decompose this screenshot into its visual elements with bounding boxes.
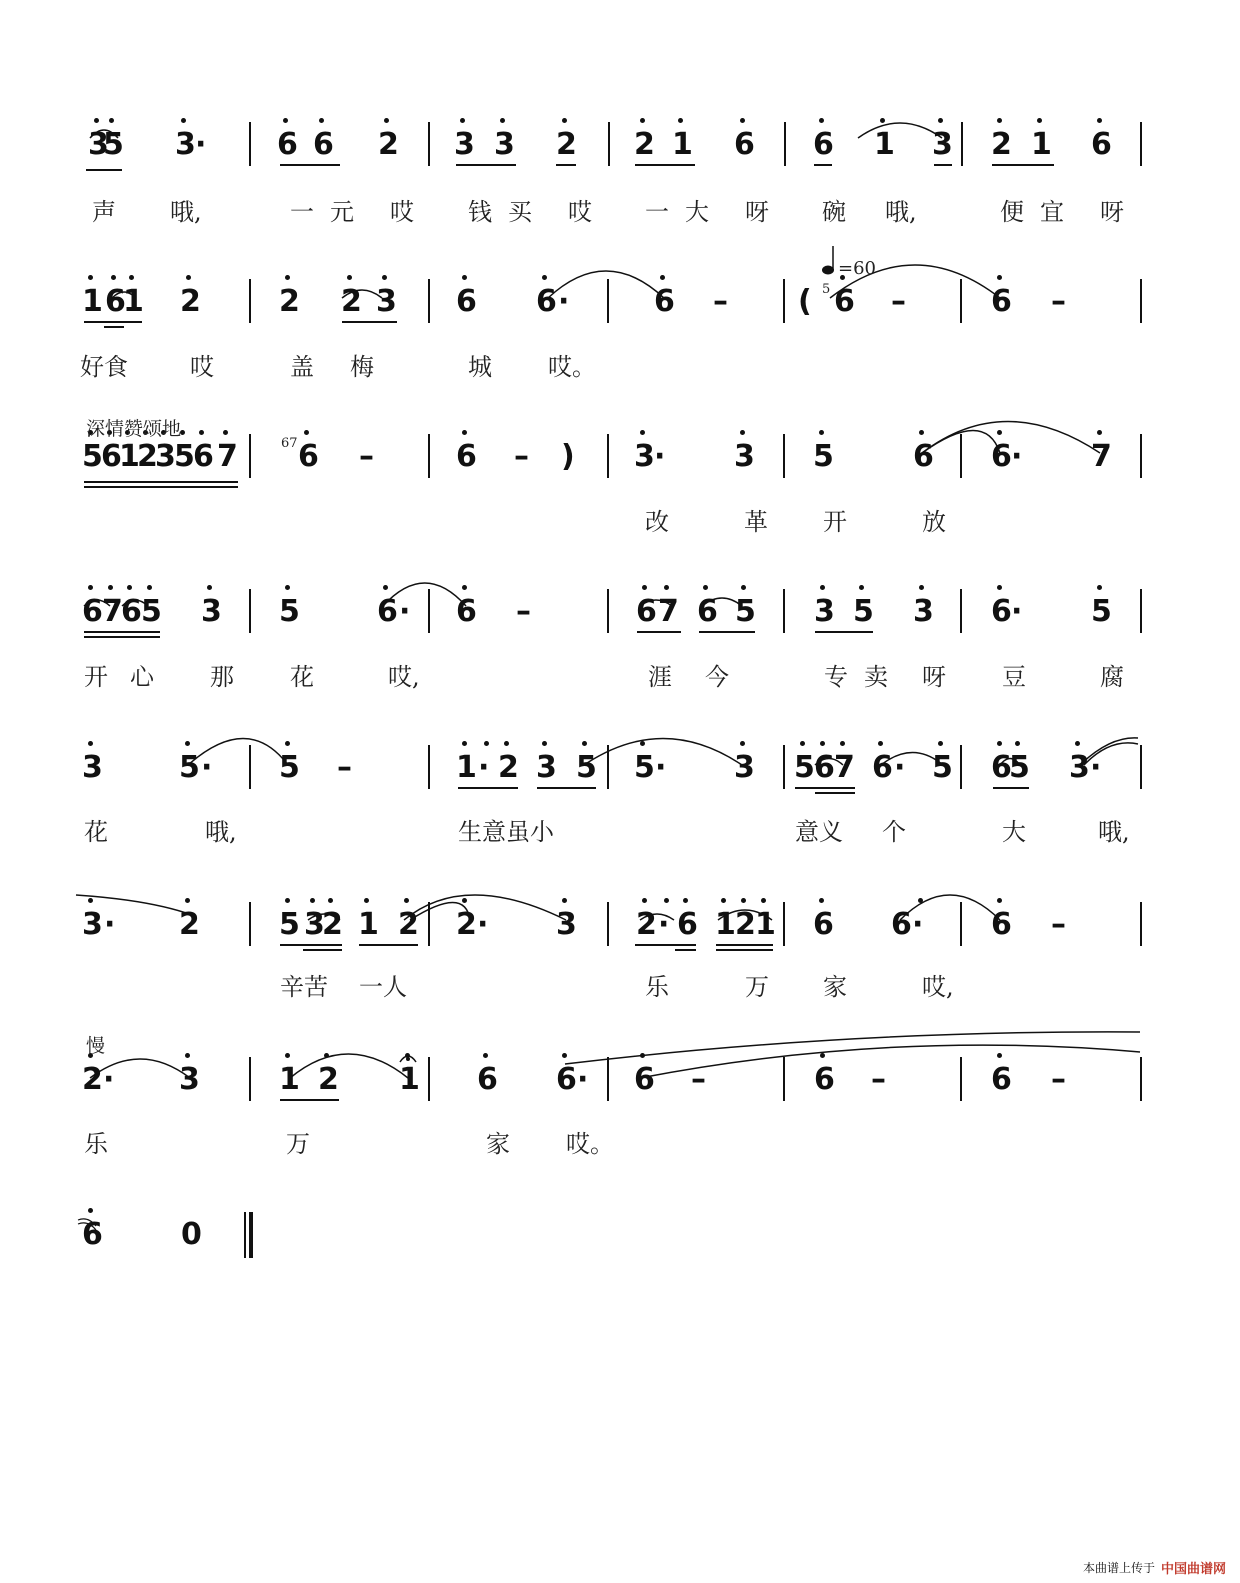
- lyric-syllable: 盖: [290, 353, 314, 381]
- jianpu-note: 5: [735, 594, 756, 629]
- jianpu-note: 5: [813, 439, 834, 474]
- jianpu-note: 5: [576, 750, 597, 785]
- lyric-syllable: 意义: [795, 818, 843, 846]
- jianpu-note: 3: [175, 127, 196, 162]
- jianpu-note: –: [1051, 1062, 1066, 1097]
- slur-arc: [90, 130, 118, 138]
- jianpu-note: ·: [1011, 594, 1023, 629]
- jianpu-note: 1: [399, 1062, 420, 1097]
- lyric-syllable: 好食: [80, 353, 128, 381]
- jianpu-note: 3: [494, 127, 515, 162]
- slur-arc: [640, 914, 674, 920]
- jianpu-note: –: [871, 1062, 886, 1097]
- jianpu-note: 6: [636, 594, 657, 629]
- slur-arc: [922, 431, 1000, 454]
- jianpu-note: 6: [891, 907, 912, 942]
- jianpu-note: –: [691, 1062, 706, 1097]
- jianpu-note: 2: [991, 127, 1012, 162]
- lyric-syllable: 开: [823, 508, 847, 536]
- jianpu-note: ·: [912, 907, 924, 942]
- lyric-syllable: 买: [508, 198, 532, 226]
- lyric-syllable: 哎。: [548, 353, 596, 381]
- jianpu-note: 2: [398, 907, 419, 942]
- breath-mark: [78, 1219, 96, 1230]
- jianpu-note: 5: [634, 750, 655, 785]
- jianpu-note: 6: [536, 284, 557, 319]
- jianpu-note: 3: [155, 439, 176, 474]
- jianpu-note: 6: [697, 594, 718, 629]
- jianpu-note: 6: [298, 439, 319, 474]
- lyric-syllable: 那: [210, 663, 234, 691]
- lyric-syllable: 今: [705, 663, 729, 691]
- jianpu-note: 6: [121, 594, 142, 629]
- jianpu-note: 7: [217, 439, 238, 474]
- jianpu-note: 6: [82, 1217, 103, 1252]
- slur-arc: [404, 895, 566, 920]
- lyric-syllable: 大: [685, 198, 709, 226]
- lyric-syllable: 梅: [350, 353, 374, 381]
- lyric-syllable: 一: [290, 198, 314, 226]
- jianpu-note: 2: [634, 127, 655, 162]
- jianpu-note: 1: [82, 284, 103, 319]
- jianpu-note: 2: [180, 284, 201, 319]
- lyric-syllable: 呀: [1100, 198, 1124, 226]
- lyric-syllable: 呀: [922, 663, 946, 691]
- jianpu-note: 6: [477, 1062, 498, 1097]
- lyric-syllable: 碗: [822, 198, 846, 226]
- lyric-syllable: 哎: [390, 198, 414, 226]
- jianpu-note: 2: [279, 284, 300, 319]
- jianpu-note: 3: [82, 907, 103, 942]
- jianpu-note: 2: [322, 907, 343, 942]
- slur-arc: [881, 753, 943, 766]
- lyric-syllable: 腐: [1100, 663, 1124, 691]
- jianpu-note: ·: [558, 284, 570, 319]
- slur-arc: [718, 910, 772, 920]
- jianpu-note: 3: [304, 907, 325, 942]
- jianpu-note: 2: [137, 439, 158, 474]
- jianpu-note: 5: [279, 594, 300, 629]
- jianpu-note: ·: [655, 750, 667, 785]
- jianpu-note: 6: [456, 594, 477, 629]
- slur-arc: [548, 271, 664, 298]
- jianpu-note: 6: [456, 439, 477, 474]
- jianpu-note: 2: [735, 907, 756, 942]
- jianpu-note: 2: [556, 127, 577, 162]
- jianpu-note: 3: [932, 127, 953, 162]
- jianpu-note: (: [798, 284, 812, 319]
- jianpu-note: 6: [193, 439, 214, 474]
- jianpu-note: ·: [399, 594, 411, 629]
- lyric-syllable: 万: [286, 1130, 310, 1158]
- jianpu-note: ·: [195, 127, 207, 162]
- footer: [1083, 1558, 1226, 1577]
- lyric-syllable: 家: [486, 1130, 510, 1158]
- jianpu-note: –: [1051, 284, 1066, 319]
- jianpu-note: 2: [636, 907, 657, 942]
- jianpu-note: 1: [672, 127, 693, 162]
- slur-arc: [900, 895, 1000, 920]
- jianpu-note: 3: [1069, 750, 1090, 785]
- slur-arc: [383, 583, 466, 606]
- grace-note: 67: [281, 436, 298, 451]
- slur-arc: [90, 1059, 190, 1078]
- jianpu-note: 7: [658, 594, 679, 629]
- jianpu-note: ·: [201, 750, 213, 785]
- jianpu-note: 5: [794, 750, 815, 785]
- jianpu-note: 0: [181, 1217, 202, 1252]
- slur-arc: [410, 903, 470, 921]
- jianpu-note: 1: [1031, 127, 1052, 162]
- tempo-marking: =60: [838, 258, 876, 279]
- jianpu-note: 6: [377, 594, 398, 629]
- jianpu-note: 1: [755, 907, 776, 942]
- lyric-syllable: 生意虽小: [458, 818, 554, 846]
- lyric-syllable: 哎,: [388, 663, 420, 691]
- lyric-syllable: 哎,: [922, 973, 954, 1001]
- jianpu-note: –: [713, 284, 728, 319]
- jianpu-note: 6: [991, 1062, 1012, 1097]
- slur-arc: [565, 1032, 1140, 1064]
- jianpu-note: 5: [141, 594, 162, 629]
- slur-arc: [1000, 759, 1020, 766]
- slur-arc: [815, 759, 843, 766]
- jianpu-note: 6: [1091, 127, 1112, 162]
- lyric-syllable: 花: [84, 818, 108, 846]
- jianpu-note: 3: [179, 1062, 200, 1097]
- lyric-syllable: 个: [882, 818, 906, 846]
- jianpu-note: –: [1051, 907, 1066, 942]
- jianpu-note: 6: [872, 750, 893, 785]
- lyric-syllable: 钱: [468, 198, 492, 226]
- jianpu-note: 5: [932, 750, 953, 785]
- jianpu-note: 5: [179, 750, 200, 785]
- lyric-syllable: 声: [92, 198, 116, 226]
- jianpu-note: 6: [813, 907, 834, 942]
- slur-arc: [342, 290, 382, 298]
- jianpu-note: 6: [677, 907, 698, 942]
- slur-arc: [122, 600, 148, 606]
- tempo-direction: 慢: [86, 1035, 106, 1057]
- jianpu-note: 7: [834, 750, 855, 785]
- jianpu-note: 1: [358, 907, 379, 942]
- lyric-syllable: 改: [645, 508, 669, 536]
- lyric-syllable: 豆: [1002, 663, 1026, 691]
- slur-arc: [84, 600, 110, 606]
- expression-direction: 深情赞颂地: [86, 418, 182, 440]
- jianpu-note: 6: [991, 750, 1012, 785]
- lyric-syllable: 家: [823, 973, 847, 1001]
- lyric-syllable: 大: [1002, 818, 1026, 846]
- jianpu-note: 2: [498, 750, 519, 785]
- jianpu-note: 5: [853, 594, 874, 629]
- lyric-syllable: 哎: [190, 353, 214, 381]
- jianpu-note: 5: [174, 439, 195, 474]
- grace-note: 5: [822, 282, 831, 297]
- upload-credit: 本曲谱上传于: [1082, 1561, 1155, 1575]
- lyric-syllable: 专: [824, 663, 848, 691]
- lyric-syllable: 革: [744, 508, 768, 536]
- slur-arc: [76, 895, 192, 915]
- site-logo: 中国曲谱网: [1160, 1562, 1226, 1577]
- jianpu-note: –: [514, 439, 529, 474]
- lyric-syllable: 辛苦: [280, 973, 328, 1001]
- jianpu-note: ): [561, 439, 575, 474]
- lyric-syllable: 卖: [864, 663, 888, 691]
- jianpu-note: 3: [913, 594, 934, 629]
- slur-arc: [112, 292, 136, 298]
- jianpu-note: 3: [734, 750, 755, 785]
- jianpu-note: 2: [179, 907, 200, 942]
- jianpu-note: 3: [82, 750, 103, 785]
- jianpu-note: ·: [104, 907, 116, 942]
- jianpu-note: 6: [105, 284, 126, 319]
- lyric-syllable: 呀: [745, 198, 769, 226]
- lyric-syllable: 万: [745, 973, 769, 1001]
- jianpu-note: 3: [201, 594, 222, 629]
- jianpu-note: 6: [814, 750, 835, 785]
- slur-arc: [188, 739, 288, 766]
- jianpu-note: 1: [119, 439, 140, 474]
- slur-arc: [308, 914, 340, 920]
- jianpu-note: 5: [82, 439, 103, 474]
- jianpu-note: 1: [456, 750, 477, 785]
- jianpu-note: 6: [991, 907, 1012, 942]
- jianpu-note: 5: [279, 750, 300, 785]
- jianpu-note: 2: [82, 1062, 103, 1097]
- lyric-syllable: 哦,: [205, 818, 237, 846]
- jianpu-note: 1: [279, 1062, 300, 1097]
- lyric-syllable: 哦,: [1098, 818, 1130, 846]
- slur-arc: [702, 598, 742, 606]
- slur-arc: [584, 739, 742, 766]
- fermata-dot: [406, 1057, 410, 1061]
- jianpu-note: –: [891, 284, 906, 319]
- jianpu-note: 7: [1091, 439, 1112, 474]
- slur-arc: [290, 1054, 408, 1078]
- jianpu-note: ·: [477, 907, 489, 942]
- jianpu-note: ·: [1090, 750, 1102, 785]
- jianpu-note: 6: [456, 284, 477, 319]
- jianpu-note: 1: [874, 127, 895, 162]
- lyric-syllable: 哎: [568, 198, 592, 226]
- jianpu-note: 3: [634, 439, 655, 474]
- jianpu-note: ·: [894, 750, 906, 785]
- lyric-syllable: 开: [84, 663, 108, 691]
- jianpu-note: 6: [313, 127, 334, 162]
- lyric-syllable: 元: [330, 198, 354, 226]
- lyric-syllable: 城: [468, 353, 492, 381]
- jianpu-note: –: [337, 750, 352, 785]
- slur-arc: [640, 600, 672, 606]
- jianpu-note: 6: [991, 594, 1012, 629]
- jianpu-note: 6: [82, 594, 103, 629]
- jianpu-note: 1: [715, 907, 736, 942]
- jianpu-note: 3: [734, 439, 755, 474]
- jianpu-note: 3: [376, 284, 397, 319]
- quarter-note-icon: [822, 266, 834, 275]
- slur-arc: [640, 1045, 1140, 1078]
- jianpu-note: ·: [654, 439, 666, 474]
- jianpu-note: ·: [658, 907, 670, 942]
- lyric-syllable: 哦,: [170, 198, 202, 226]
- jianpu-note: –: [359, 439, 374, 474]
- jianpu-note: 2: [318, 1062, 339, 1097]
- jianpu-note: ·: [478, 750, 490, 785]
- jianpu-note: 5: [1091, 594, 1112, 629]
- jianpu-note: 6: [556, 1062, 577, 1097]
- jianpu-note: ·: [1011, 439, 1023, 474]
- jianpu-note: 6: [991, 439, 1012, 474]
- jianpu-note: 6: [813, 127, 834, 162]
- lyric-syllable: 花: [290, 663, 314, 691]
- lyric-syllable: 乐: [84, 1130, 108, 1158]
- jianpu-note: 3: [88, 127, 109, 162]
- lyric-syllable: 涯: [648, 663, 672, 691]
- jianpu-note: 6: [834, 284, 855, 319]
- jianpu-note: 2: [456, 907, 477, 942]
- jianpu-note: 6: [634, 1062, 655, 1097]
- jianpu-note: ·: [103, 1062, 115, 1097]
- jianpu-note: 6: [991, 284, 1012, 319]
- lyric-syllable: 宜: [1040, 198, 1064, 226]
- lyric-syllable: 心: [130, 663, 154, 691]
- jianpu-note: 6: [814, 1062, 835, 1097]
- jianpu-note: 3: [536, 750, 557, 785]
- jianpu-note: –: [516, 594, 531, 629]
- jianpu-note: 2: [341, 284, 362, 319]
- jianpu-note: 1: [123, 284, 144, 319]
- lyric-syllable: 乐: [645, 973, 669, 1001]
- lyric-syllable: 便: [1000, 198, 1024, 226]
- jianpu-note: 3: [556, 907, 577, 942]
- jianpu-note: 5: [1009, 750, 1030, 785]
- lyric-syllable: 哦,: [885, 198, 917, 226]
- jianpu-note: 6: [913, 439, 934, 474]
- lyric-syllable: 放: [922, 508, 946, 536]
- jianpu-note: 6: [734, 127, 755, 162]
- jianpu-note: 3: [814, 594, 835, 629]
- jianpu-note: ·: [577, 1062, 589, 1097]
- jianpu-note: 5: [103, 127, 124, 162]
- jianpu-note: 2: [378, 127, 399, 162]
- lyric-syllable: 一人: [359, 973, 407, 1001]
- jianpu-note: 7: [102, 594, 123, 629]
- jianpu-note: 6: [101, 439, 122, 474]
- jianpu-note: 5: [279, 907, 300, 942]
- jianpu-note: 6: [654, 284, 675, 319]
- jianpu-note: 6: [277, 127, 298, 162]
- jianpu-note: 3: [454, 127, 475, 162]
- lyric-syllable: 一: [645, 198, 669, 226]
- slur-arc: [858, 123, 942, 138]
- lyric-syllable: 哎。: [566, 1130, 614, 1158]
